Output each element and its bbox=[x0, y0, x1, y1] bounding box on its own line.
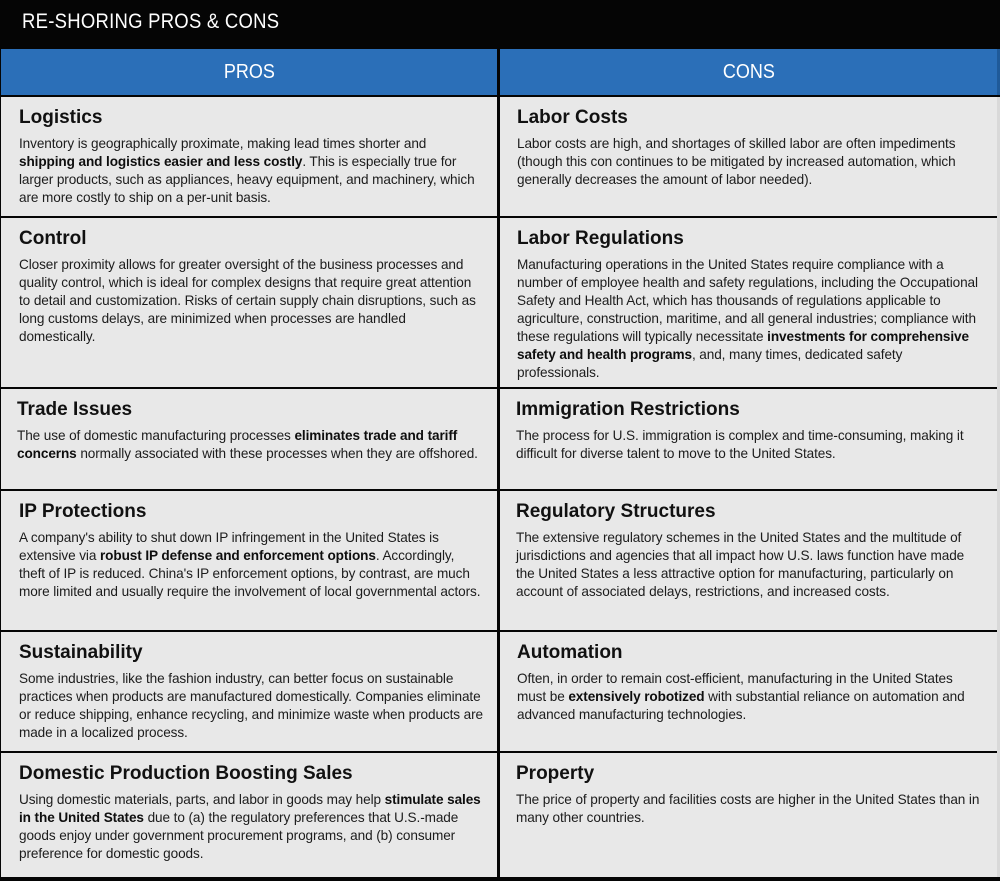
column-header-row bbox=[0, 49, 1000, 95]
pro-heading: Logistics bbox=[19, 107, 103, 128]
con-heading: Immigration Restrictions bbox=[516, 399, 740, 420]
pro-cell bbox=[1, 389, 497, 489]
con-heading: Regulatory Structures bbox=[516, 501, 716, 522]
con-text: Manufacturing operations in the United States require compliance with a number of employee health and safety regulations, including the Occupational Safety and Health Act, which has thousands of regulations applicable to agriculture, construction, maritime, and all general industries; compliance with these regulations will typically necessitate investments for comprehensive safety and health programs, and, many times, dedicated safety professionals. bbox=[517, 257, 978, 380]
pros-header-label: PROS bbox=[223, 60, 275, 83]
pro-heading: Domestic Production Boosting Sales bbox=[19, 763, 353, 784]
con-text: The extensive regulatory schemes in the United States and the multitude of jurisdictions and agencies that all impact how U.S. laws function have made the United States a less attractive option for manufacturing, particularly on account of associated delays, restrictions, and increased costs. bbox=[516, 530, 965, 599]
cons-header-label: CONS bbox=[722, 60, 775, 83]
pro-text: Using domestic materials, parts, and labor in goods may help stimulate sales in the United States due to (a) the regulatory preferences that U.S.-made goods enjoy under government procurement programs, and (b) consumer preference for domestic goods. bbox=[19, 792, 481, 861]
table-row bbox=[0, 753, 1000, 877]
pro-text: Closer proximity allows for greater oversight of the business processes and quality control, which is ideal for complex designs that require great attention to detail and customization. Risks of certain supply chain disruptions, such as long customs delays, are minimized when processes are handled domestically. bbox=[19, 257, 476, 344]
con-cell bbox=[500, 632, 997, 751]
pro-text: The use of domestic manufacturing processes eliminates trade and tariff concerns normally associated with these processes when they are offshored. bbox=[17, 428, 478, 461]
table-row bbox=[0, 97, 1000, 216]
con-text: Labor costs are high, and shortages of skilled labor are often impediments (though this con continues to be mitigated by increased automation, which generally decreases the amount of labor needed). bbox=[517, 136, 956, 187]
con-text: Often, in order to remain cost-efficient, manufacturing in the United States must be extensively robotized with substantial reliance on automation and advanced manufacturing technologies. bbox=[517, 671, 965, 722]
pro-heading: Control bbox=[19, 228, 87, 249]
pro-heading: Trade Issues bbox=[17, 399, 133, 420]
con-cell bbox=[500, 218, 997, 387]
con-heading: Automation bbox=[517, 642, 623, 663]
pro-cell bbox=[1, 491, 497, 630]
pro-text: Inventory is geographically proximate, making lead times shorter and shipping and logistics easier and less costly. This is especially true for larger products, such as appliances, heavy equipment, and machinery, which are more costly to ship on a per-unit basis. bbox=[19, 136, 475, 205]
con-cell bbox=[500, 491, 997, 630]
con-heading: Labor Regulations bbox=[517, 228, 684, 249]
table-row bbox=[0, 491, 1000, 630]
pro-heading: Sustainability bbox=[19, 642, 143, 663]
pro-text: A company's ability to shut down IP infringement in the United States is extensive via robust IP defense and enforcement options. Accordingly, theft of IP is reduced. China's IP enforcement options, by contrast, are much more limited and usually require the involvement of local governmental actors. bbox=[19, 530, 481, 599]
pro-cell bbox=[1, 218, 497, 387]
table-row bbox=[0, 218, 1000, 387]
pro-cell bbox=[1, 632, 497, 751]
con-cell bbox=[500, 753, 997, 877]
pros-column-header bbox=[1, 49, 497, 95]
con-heading: Property bbox=[516, 763, 595, 784]
con-text: The process for U.S. immigration is complex and time-consuming, making it difficult for diverse talent to move to the United States. bbox=[516, 428, 964, 461]
table-row bbox=[0, 632, 1000, 751]
pro-text: Some industries, like the fashion industry, can better focus on sustainable practices when products are manufactured domestically. Companies eliminate or reduce shipping, enhance recycling, and minimize waste when products are made in a localized process. bbox=[19, 671, 484, 740]
title-bar bbox=[0, 0, 1000, 48]
pro-cell bbox=[1, 753, 497, 877]
pro-heading: IP Protections bbox=[19, 501, 147, 522]
con-heading: Labor Costs bbox=[517, 107, 628, 128]
con-text: The price of property and facilities costs are higher in the United States than in many other countries. bbox=[516, 792, 980, 825]
table-row bbox=[0, 389, 1000, 489]
con-cell bbox=[500, 97, 997, 216]
con-cell bbox=[500, 389, 997, 489]
page-title: RE-SHORING PROS & CONS bbox=[22, 10, 280, 33]
cons-column-header bbox=[500, 49, 997, 95]
pro-cell bbox=[1, 97, 497, 216]
